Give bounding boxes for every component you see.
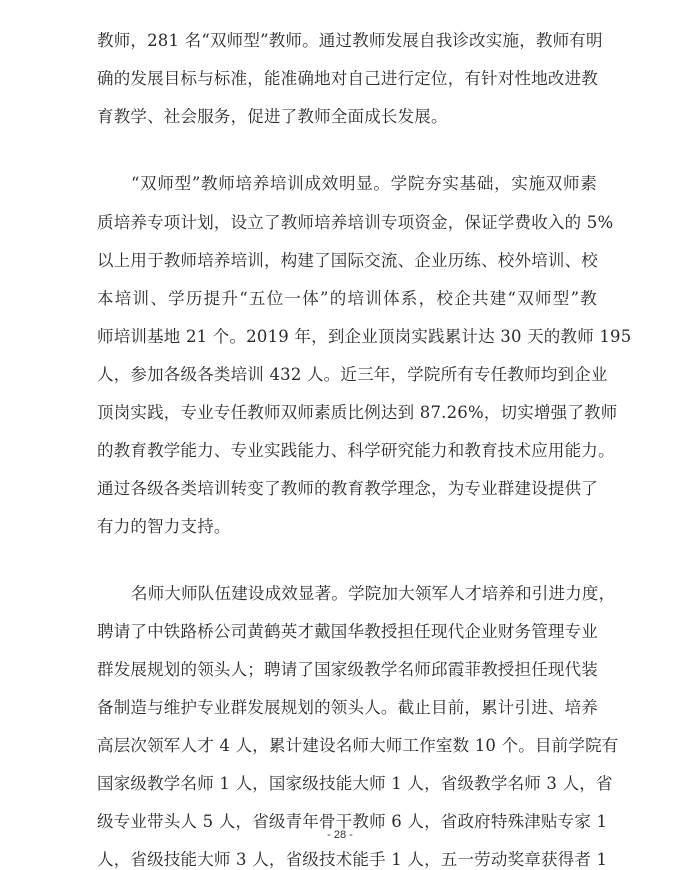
text-line: 教师，281 名“双师型”教师。通过教师发展自我诊改实施，教师有明 bbox=[97, 31, 603, 50]
text-line: 以上用于教师培养培训，构建了国际交流、企业历练、校外培训、校 bbox=[97, 251, 598, 270]
text-line: 通过各级各类培训转变了教师的教育教学理念，为专业群建设提供了 bbox=[97, 479, 598, 498]
text-line: 师培训基地 21 个。2019 年，到企业顶岗实践累计达 30 天的教师 195 bbox=[97, 327, 632, 346]
text-line: 人，省级技能大师 3 人，省级技术能手 1 人，五一劳动奖章获得者 1 bbox=[97, 850, 608, 869]
text-line: 的教育教学能力、专业实践能力、科学研究能力和教育技术应用能力。 bbox=[97, 441, 615, 460]
text-line: 质培养专项计划，设立了教师培养培训专项资金，保证学费收入的 5% bbox=[97, 213, 614, 232]
text-line: 国家级教学名师 1 人，国家级技能大师 1 人，省级教学名师 3 人，省 bbox=[97, 774, 613, 793]
text-line: “双师型”教师培养培训成效明显。学院夯实基础，实施双师素 bbox=[131, 174, 597, 193]
text-line: 人，参加各级各类培训 432 人。近三年，学院所有专任教师均到企业 bbox=[97, 365, 608, 384]
text-line: 育教学、社会服务，促进了教师全面成长发展。 bbox=[97, 107, 448, 126]
text-line: 级专业带头人 5 人，省级青年骨干教师 6 人，省政府特殊津贴专家 1 bbox=[97, 812, 608, 831]
text-line: 备制造与维护专业群发展规划的领头人。截止目前，累计引进、培养 bbox=[97, 698, 598, 717]
text-line: 有力的智力支持。 bbox=[97, 517, 231, 536]
text-line: 确的发展目标与标准，能准确地对自己进行定位，有针对性地改进教 bbox=[97, 69, 598, 88]
text-line: 聘请了中铁路桥公司黄鹤英才戴国华教授担任现代企业财务管理专业 bbox=[97, 622, 598, 641]
text-line: 名师大师队伍建设成效显著。学院加大领军人才培养和引进力度， bbox=[131, 584, 616, 603]
text-line: 本培训、学历提升“五位一体”的培训体系，校企共建“双师型”教 bbox=[97, 289, 597, 308]
text-line: 高层次领军人才 4 人，累计建设名师大师工作室数 10 个。目前学院有 bbox=[97, 736, 619, 755]
text-line: 顶岗实践，专业专任教师双师素质比例达到 87.26%，切实增强了教师 bbox=[97, 403, 618, 422]
page-number: - 28 - bbox=[327, 829, 353, 841]
text-line: 群发展规划的领头人；聘请了国家级教学名师邱霞菲教授担任现代装 bbox=[97, 660, 598, 679]
